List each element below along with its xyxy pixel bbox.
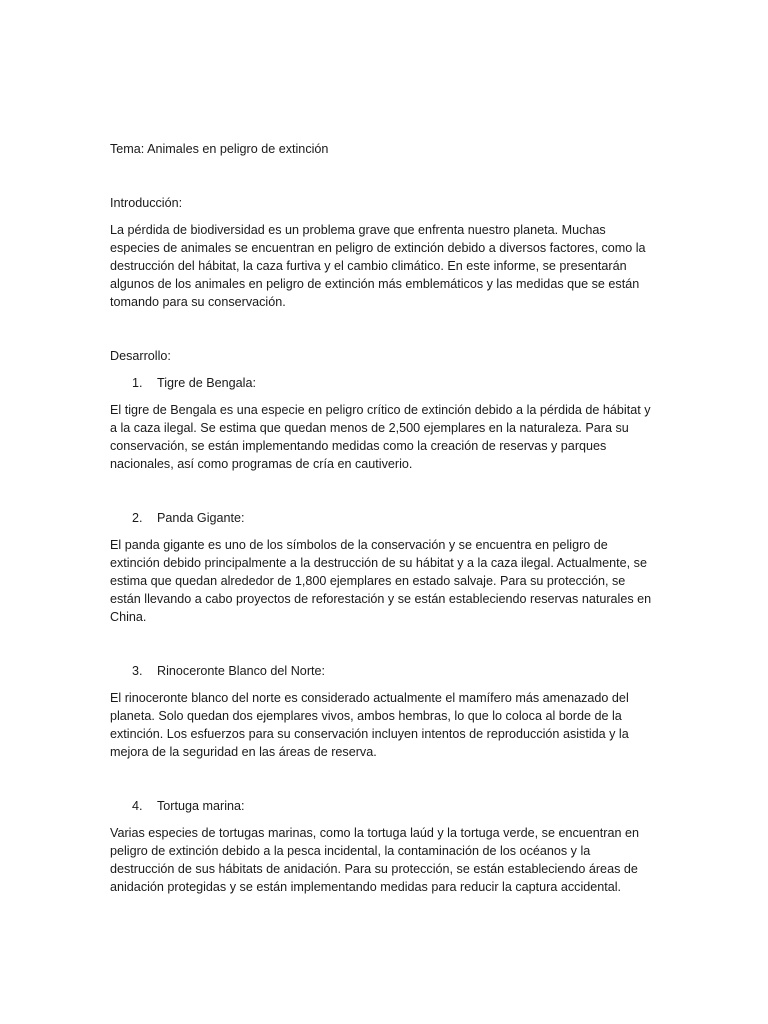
list-item-title: Panda Gigante: [157,511,245,525]
list-item-4 [110,797,658,896]
spacer [110,635,658,662]
intro-paragraph: La pérdida de biodiversidad es un problema grave que enfrenta nuestro planeta. Muchas especies de animales se encuentran en peligro de extinción debido a diversos factores, como la destrucción del hábitat, la caza furtiva y el cambio climático. En este informe, se presentarán algunos de los animales en peligro de extinción más emblemáticos y las medidas que se están tomando para su conservación. [110,223,646,309]
list-item-1 [110,374,658,473]
list-item-title: Tigre de Bengala: [157,376,256,390]
list-item-heading [110,374,658,392]
list-item-heading [110,509,658,527]
spacer [110,320,658,347]
list-item-heading [110,662,658,680]
list-item-title: Rinoceronte Blanco del Norte: [157,664,326,678]
list-item-3 [110,662,658,761]
list-item-number: 2. [132,511,143,525]
list-item-number: 4. [132,799,143,813]
list-item-paragraph: El tigre de Bengala es una especie en peligro crítico de extinción debido a la pérdida de hábitat y a la caza ilegal. Se estima que quedan menos de 2,500 ejemplares en la naturaleza. Para su conservación, se están implementando medidas como la creación de reservas y parques nacionales, así como programas de cría en cautiverio. [110,403,651,471]
spacer [110,482,658,509]
intro-label: Introducción: [110,196,183,210]
list-item-heading [110,797,658,815]
list-item-paragraph: El panda gigante es uno de los símbolos de la conservación y se encuentra en peligro de extinción debido principalmente a la destrucción de su hábitat y a la caza ilegal. Actualmente, se estima que quedan alrededor de 1,800 ejemplares en estado salvaje. Para su protección, se están llevando a cabo proyectos de reforestación y se están estableciendo reservas naturales en China. [110,538,652,624]
development-label: Desarrollo: [110,349,171,363]
list-item-title: Tortuga marina: [157,799,245,813]
document-title: Tema: Animales en peligro de extinción [110,142,329,156]
spacer [110,770,658,797]
document-body [110,140,658,905]
list-item-number: 1. [132,376,143,390]
list-item-2 [110,509,658,626]
list-item-paragraph: El rinoceronte blanco del norte es considerado actualmente el mamífero más amenazado del planeta. Solo quedan dos ejemplares vivos, ambos hembras, lo que lo coloca al borde de la extinción. Los esfuerzos para su conservación incluyen intentos de reproducción asistida y la mejora de la seguridad en las áreas de reserva. [110,691,629,759]
list-item-number: 3. [132,664,143,678]
list-item-paragraph: Varias especies de tortugas marinas, como la tortuga laúd y la tortuga verde, se encuentran en peligro de extinción debido a la pesca incidental, la contaminación de los océanos y la destrucción de sus hábitats de anidación. Para su protección, se están estableciendo áreas de anidación protegidas y se están implementando medidas para reducir la captura accidental. [110,826,640,894]
